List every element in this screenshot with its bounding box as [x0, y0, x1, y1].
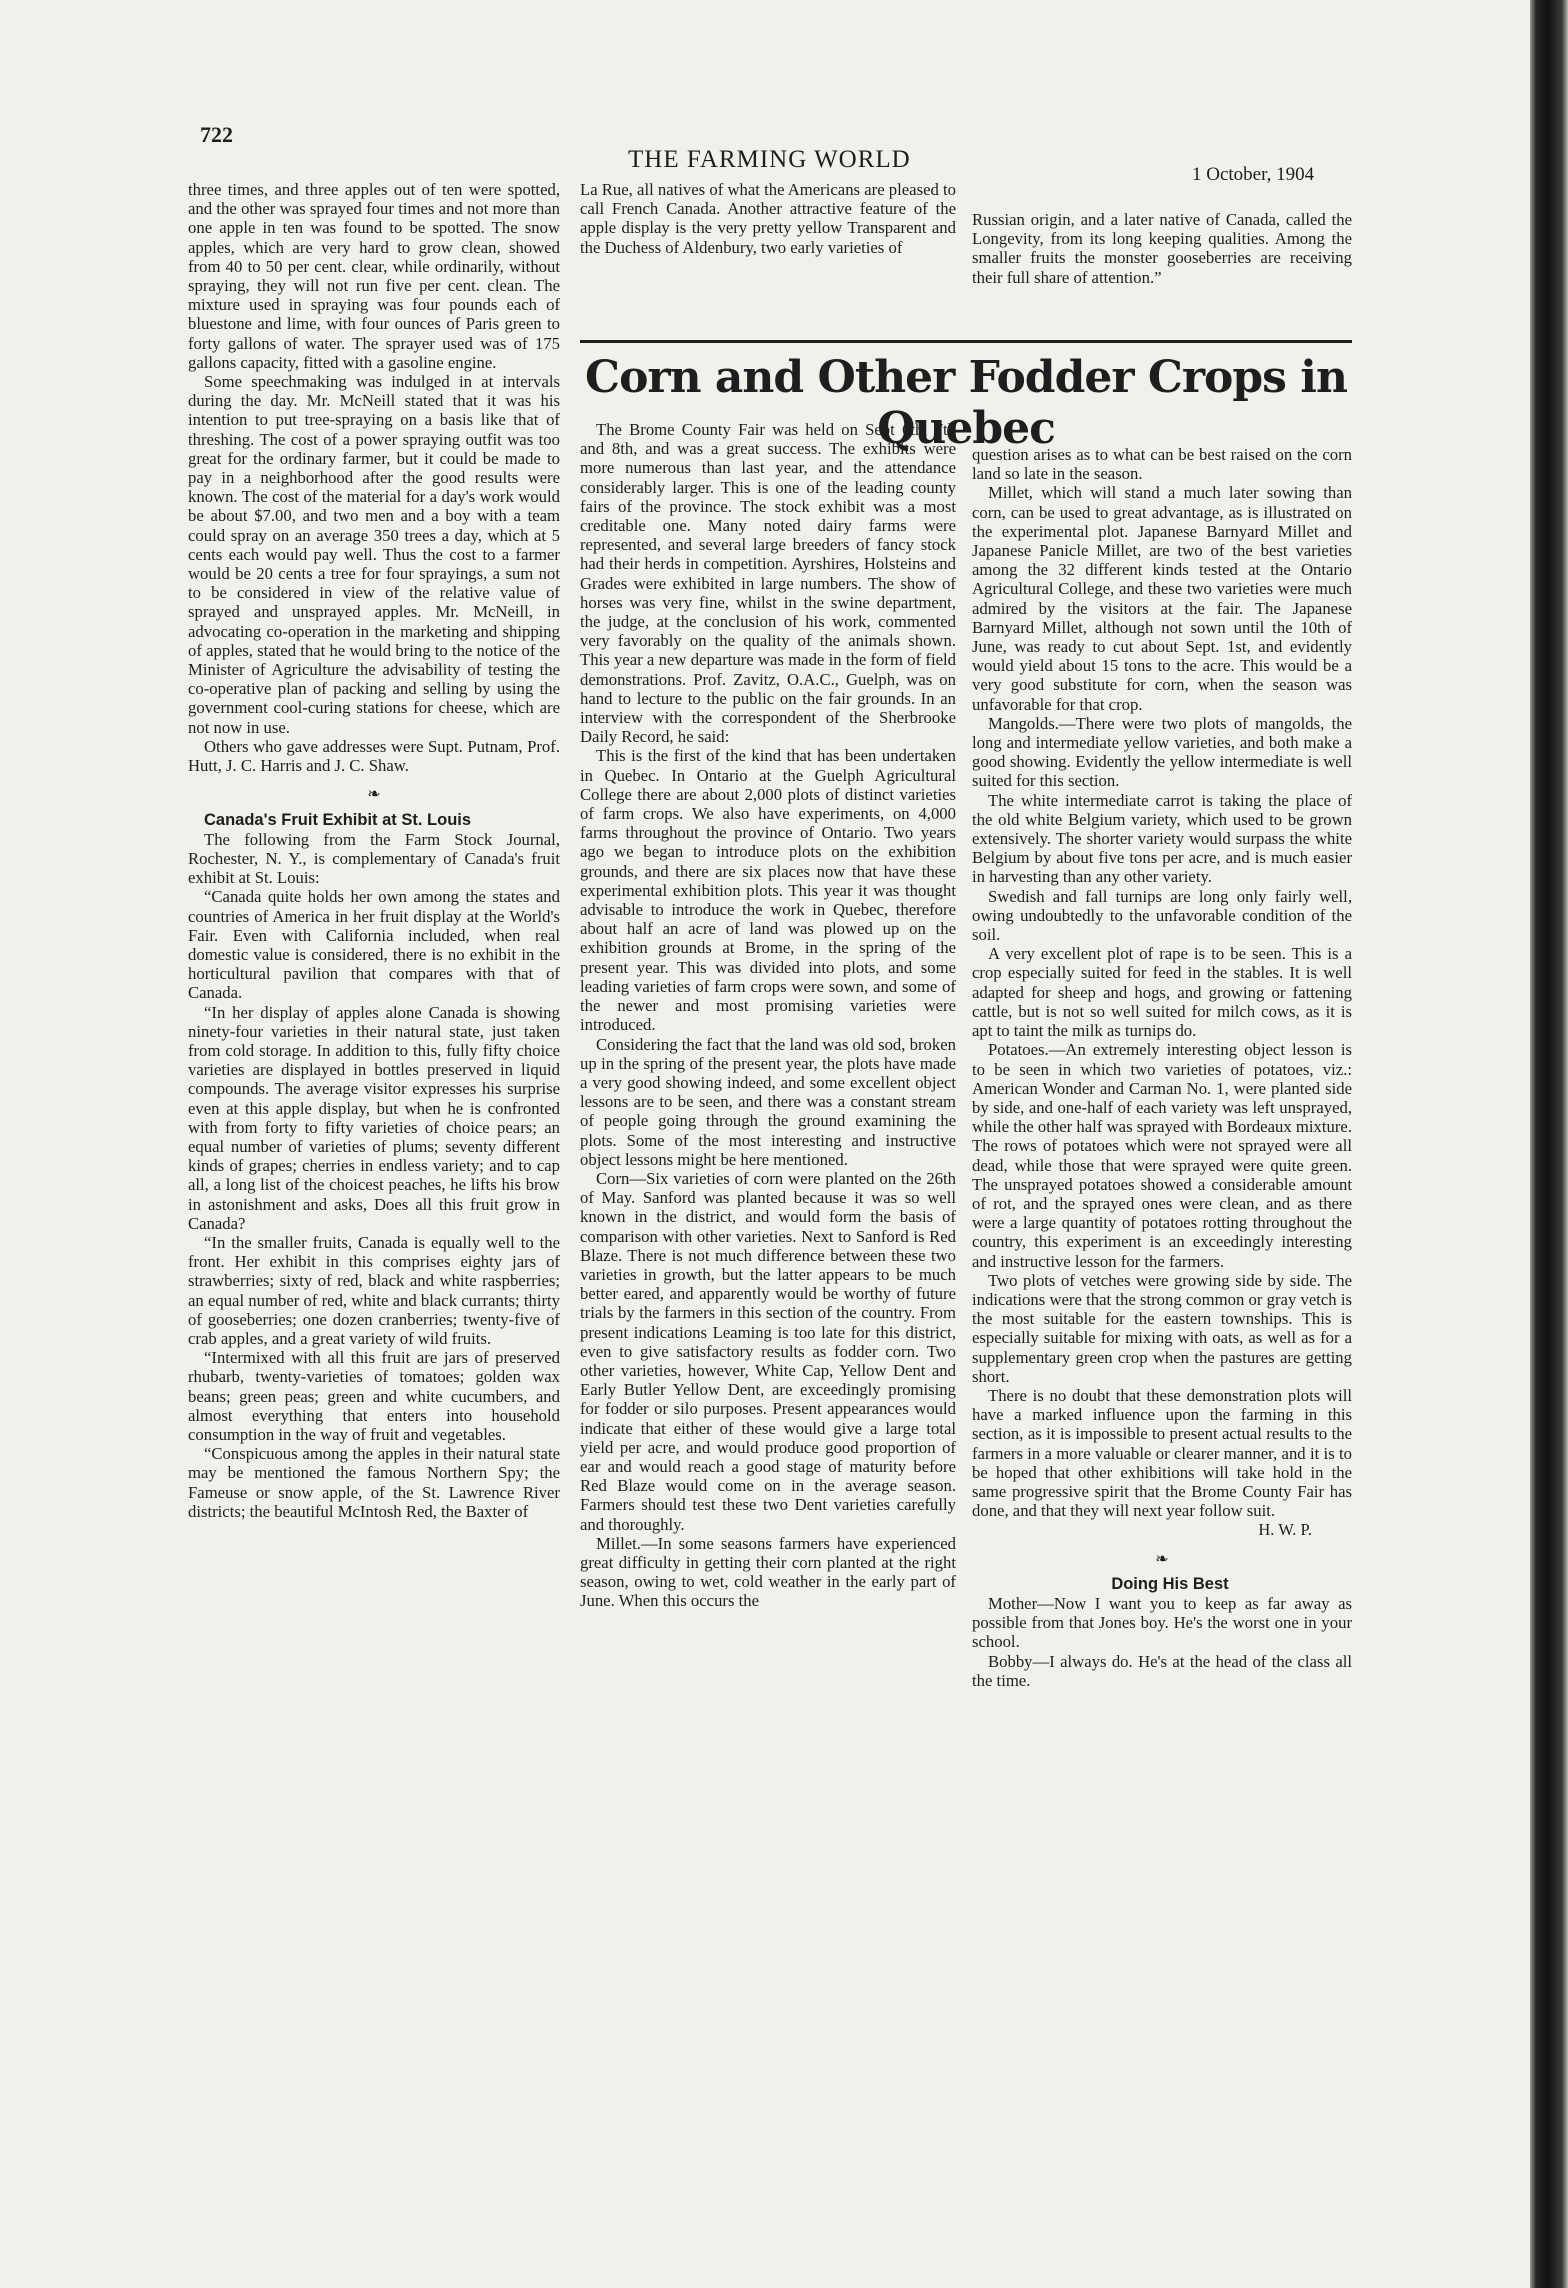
paragraph: Two plots of vetches were growing side by side. The indications were that the strong common or gray vetch is the most suitable for the eastern townships. This is especially suitable for mixing with oats, as well as for a supplementary green crop when the pastures are getting short. — [972, 1270, 1352, 1386]
paragraph: Corn—Six varieties of corn were planted on the 26th of May. Sanford was planted because it was so well known in the district, and would form the basis of comparison with other varieties. Next to Sanford is Red Blaze. There is not much difference between these two varieties in growth, but the latter appears to be much better eared, and apparently would be worthy of future trials by the farmers in this section of the country. From present indications Leaming is too late for this district, even to give satisfactory results as fodder corn. Two other varieties, however, White Cap, Yellow Dent and Early Butler Yellow Dent, are exceedingly promising for fodder or silo purposes. Present appearances would indicate that either of these would give a large total yield per acre, and would produce good proportion of ear and would reach a good stage of maturity before Red Blaze would come on in the average season. Farmers should test these two Dent varieties carefully and thoroughly. — [580, 1168, 956, 1534]
paragraph: “Conspicuous among the apples in their natural state may be mentioned the famous Northern Spy; the Fameuse or snow apple, of the St. Lawrence River districts; the beautiful McIntosh Red, the Baxter of — [188, 1444, 560, 1521]
paragraph: “In the smaller fruits, Canada is equally well to the front. Her exhibit in this comprises eighty jars of strawberries; sixty of red, black and white raspberries; an equal number of red, white and black currants; thirty of gooseberries; one dozen cranberries; twenty-five of crab apples, and a great variety of wild fruits. — [188, 1232, 560, 1348]
paragraph: A very excellent plot of rape is to be seen. This is a crop especially suited for feed in the stables. It is well adapted for sheep and hogs, and growing or fattening cattle, but is not so well suited for milch cows, as it is apt to taint the milk as turnips do. — [972, 944, 1352, 1041]
paragraph: Millet, which will stand a much later sowing than corn, can be used to great advantage, as is illustrated on the experimental plot. Japanese Barnyard Millet and Japanese Panicle Millet, are two of the best varieties among the 32 different kinds tested at the Ontario Agricultural College, and these two varieties were much admired by the visitors at the fair. The Japanese Barnyard Millet, although not sown until the 10th of June, was ready to cut about Sept. 1st, and evidently would yield about 15 tons to the acre. This would be a very good substitute for corn, when the season was unfavorable for that crop. — [972, 483, 1352, 714]
column-right-top — [972, 210, 1352, 287]
column-right — [972, 445, 1352, 1690]
horizontal-rule — [580, 340, 1352, 343]
paragraph: Considering the fact that the land was old sod, broken up in the spring of the present year, the plots have made a very good showing indeed, and some excellent object lessons are to be seen, and there was a constant stream of people going through the ground examining the plots. Some of the most interesting and instructive object lessons might be here mentioned. — [580, 1034, 956, 1169]
masthead-title: THE FARMING WORLD — [628, 146, 911, 173]
column-middle — [580, 420, 956, 1611]
page-binding-edge — [1530, 0, 1568, 2288]
issue-date: 1 October, 1904 — [1192, 164, 1315, 185]
paragraph: Swedish and fall turnips are long only fairly well, owing undoubtedly to the unfavorable condition of the soil. — [972, 886, 1352, 945]
article-subhead: Doing His Best — [1111, 1574, 1229, 1593]
paragraph: “Intermixed with all this fruit are jars of preserved rhubarb, twenty-varieties of tomatoes; golden wax beans; green peas; green and white cucumbers, and almost everything that enters into household consumption in the way of fruit and vegetables. — [188, 1348, 560, 1444]
paragraph: The following from the Farm Stock Journal, Rochester, N. Y., is complementary of Canada's fruit exhibit at St. Louis: — [188, 829, 560, 888]
author-signature: H. W. P. — [1258, 1520, 1312, 1540]
article-subhead: Canada's Fruit Exhibit at St. Louis — [204, 810, 472, 829]
paragraph: “Canada quite holds her own among the states and countries of America in her fruit display at the World's Fair. Even with California included, when real domestic value is considered, there is no exhibit in the horticultural pavilion that compares with that of Canada. — [188, 887, 560, 1003]
paragraph: Millet.—In some seasons farmers have experienced great difficulty in getting their corn planted at the right season, owing to wet, cold weather in the early part of June. When this occurs the — [580, 1533, 956, 1611]
paragraph: Russian origin, and a later native of Canada, called the Longevity, from its long keeping qualities. Among the smaller fruits the monster gooseberries are receiving their full share of attention.” — [972, 210, 1352, 287]
article-headline: Corn and Other Fodder Crops in Quebec — [585, 352, 1347, 454]
paragraph: Bobby—I always do. He's at the head of the class all the time. — [972, 1651, 1352, 1690]
paragraph: The white intermediate carrot is taking the place of the old white Belgium variety, which used to be grown extensively. The shorter variety would surpass the white Belgium by about five tons per acre, and is much easier in harvesting than any other variety. — [972, 790, 1352, 887]
paragraph: This is the first of the kind that has been undertaken in Quebec. In Ontario at the Guelph Agricultural College there are about 2,000 plots of distinct varieties of farm crops. We also have experiments, on 4,000 farms throughout the province of Ontario. Two years ago we began to introduce plots on the exhibition grounds, and there are six places now that have these experimental exhibition plots. This year it was thought advisable to introduce the work in Quebec, therefore about half an acre of land was plowed up on the exhibition grounds at Brome, in the spring of the present year. This was divided into plots, and some leading varieties of farm crops were sown, and some of the newer and most promising varieties were introduced. — [580, 746, 956, 1035]
paragraph: Others who gave addresses were Supt. Putnam, Prof. Hutt, J. C. Harris and J. C. Shaw. — [188, 736, 560, 776]
paragraph: La Rue, all natives of what the Americans are pleased to call French Canada. Another attractive feature of the apple display is the very pretty yellow Transparent and the Duchess of Aldenbury, two early varieties of — [580, 180, 956, 257]
section-divider-ornament: ❧ — [1155, 1550, 1169, 1568]
column-left — [188, 180, 560, 1521]
paragraph: The Brome County Fair was held on Sept 6th, 7th and 8th, and was a great success. The exhibits were more numerous than last year, and the attendance considerably larger. This is one of the leading county fairs of the province. The stock exhibit was a most creditable one. Many noted dairy farms were represented, and several large breeders of fancy stock had their herds in competition. Ayrshires, Holsteins and Grades were exhibited in large numbers. The show of horses was very fine, whilst in the swine department, the judge, at the conclusion of his work, commented very favorably on the quality of the animals shown. This year a new departure was made in the form of field demonstrations. Prof. Zavitz, O.A.C., Guelph, was on hand to lecture to the public on the fair grounds. In an interview with the correspondent of the Sherbrooke Daily Record, he said: — [580, 420, 956, 747]
paragraph: Mangolds.—There were two plots of mangolds, the long and intermediate yellow varieties, and both make a good showing. Evidently the yellow intermediate is well suited for this section. — [972, 713, 1352, 791]
paragraph: three times, and three apples out of ten were spotted, and the other was sprayed four times and not more than one apple in ten was found to be spotted. The snow apples, which are very hard to grow clean, showed from 40 to 50 per cent. clear, while ordinarily, without spraying, they will not run five per cent. clean. The mixture used in spraying was four pounds each of bluestone and lime, with four ounces of Paris green to forty gallons of water. The sprayer used was of 175 gallons capacity, fitted with a gasoline engine. — [188, 180, 560, 372]
page-number: 722 — [200, 122, 233, 147]
column-middle-top — [580, 180, 956, 257]
paragraph: There is no doubt that these demonstration plots will have a marked influence upon the farming in this section, as it is impossible to present actual results to the farmers in a more valuable or clearer manner, and it is to be hoped that other exhibitions will take hold in the same progressive spirit that the Brome County Fair has done, and that they will next year follow suit. — [972, 1385, 1352, 1521]
section-divider-ornament: ❧ — [367, 786, 381, 804]
paragraph: Potatoes.—An extremely interesting object lesson is to be seen in which two varieties of potatoes, viz.: American Wonder and Carman No. 1, were planted side by side, and one-half of each variety was left unsprayed, while the other half was sprayed with Bordeaux mixture. The rows of potatoes which were not sprayed were all dead, while those that were sprayed were quite green. The unsprayed potatoes showed a considerable amount of rot, and the sprayed ones were clean, and as there were a large quantity of potatoes rotting throughout the country, this experiment is an exceedingly interesting and instructive lesson for the farmers. — [972, 1040, 1352, 1271]
paragraph: “In her display of apples alone Canada is showing ninety-four varieties in their natural state, just taken from cold storage. In addition to this, fully fifty choice varieties are displayed in bottles preserved in liquid compounds. The average visitor expresses his surprise even at this apple display, but when he is confronted with from forty to fifty varieties of choice pears; an equal number of varieties of plums; seventy different kinds of grapes; cherries in endless variety; and to cap all, a long list of the choicest peaches, he lifts his brow in astonishment and asks, Does all this fruit grow in Canada? — [188, 1002, 560, 1233]
paragraph: question arises as to what can be best raised on the corn land so late in the season. — [972, 445, 1352, 484]
paragraph: Some speechmaking was indulged in at intervals during the day. Mr. McNeill stated that it was his intention to put tree-spraying on a basis like that of threshing. The cost of a power spraying outfit was too great for the ordinary farmer, but it could be made to pay in a neighborhood after the good results were known. The cost of the material for a day's work would be about $7.00, and two men and a boy with a team could spray on an average 350 trees a day, which at 5 cents each would pay well. Thus the cost to a farmer would be 20 cents a tree for four sprayings, a sum not to be considered in view of the relative value of sprayed and unsprayed apples. Mr. McNeill, in advocating co-operation in the marketing and shipping of apples, stated that he would bring to the notice of the Minister of Agriculture the advisability of testing the co-operative plan of packing and selling by using the government cool-curing stations for cheese, which are not now in use. — [188, 372, 560, 737]
paragraph: Mother—Now I want you to keep as far away as possible from that Jones boy. He's the worst one in your school. — [972, 1593, 1352, 1652]
